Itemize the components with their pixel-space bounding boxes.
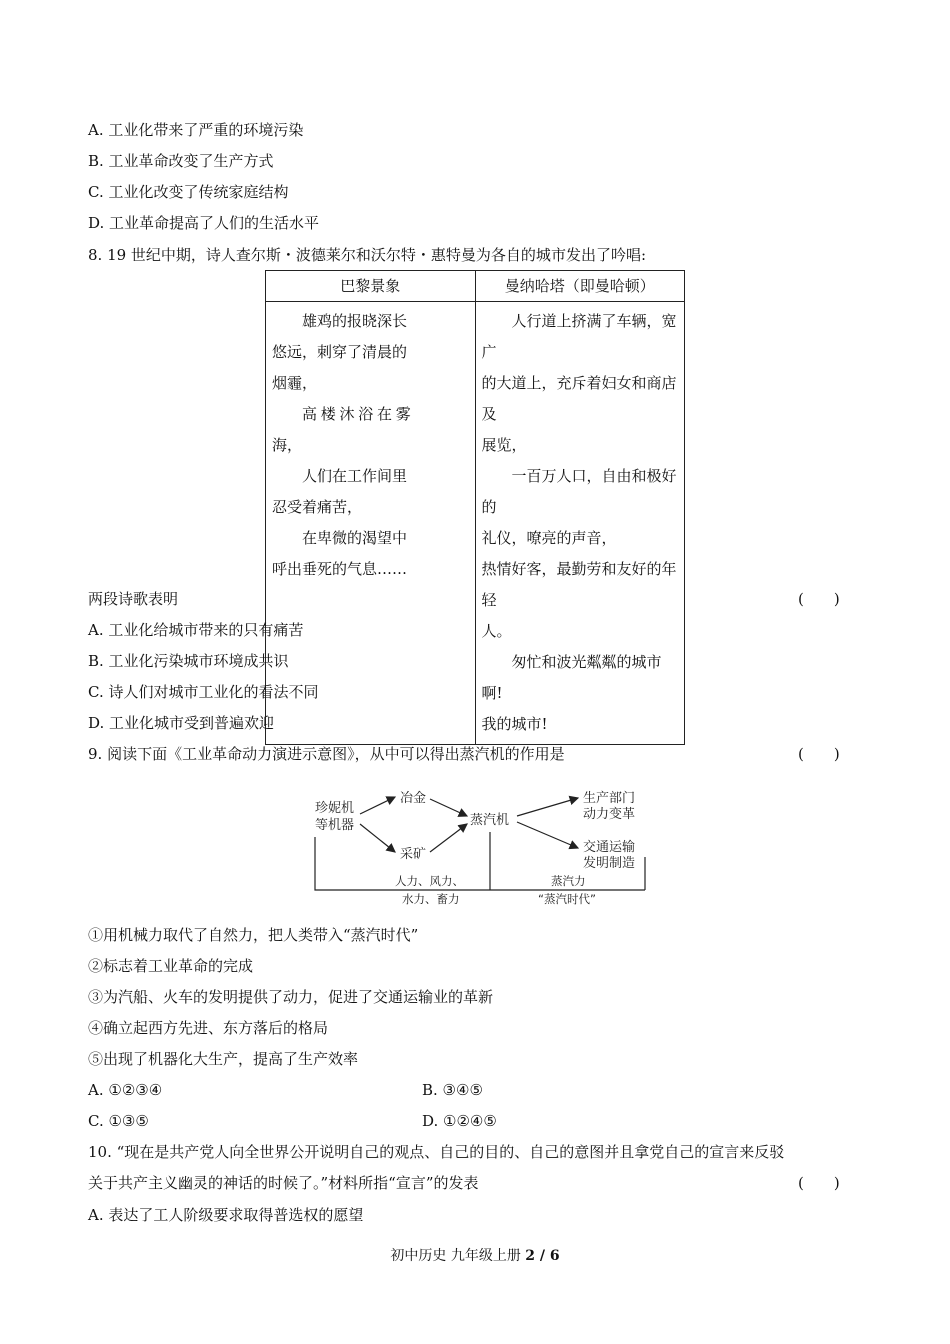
power-label-steam-2: “蒸汽时代” xyxy=(538,892,596,906)
poem-header-paris: 巴黎景象 xyxy=(266,271,476,302)
q9-stem: 9. 阅读下面《工业革命动力演进示意图》，从中可以得出蒸汽机的作用是 xyxy=(88,745,565,763)
poem-line: 热情好客，最勤劳和友好的年轻 xyxy=(481,560,677,609)
poem-line: 悠远，刺穿了清晨的 xyxy=(272,343,408,361)
poem-manhattan xyxy=(475,302,685,745)
page-number: 2 / 6 xyxy=(525,1248,560,1264)
q8-option-d: D. 工业化城市受到普遍欢迎 xyxy=(88,714,275,732)
q9-statement-3: ③为汽船、火车的发明提供了动力，促进了交通运输业的革新 xyxy=(88,988,494,1006)
q10-answer-paren: ( ) xyxy=(798,1174,840,1192)
q8-stem: 8. 19 世纪中期，诗人查尔斯・波德莱尔和沃尔特・惠特曼为各自的城市发出了吟唱: xyxy=(88,246,646,264)
q9-option-a: A. ①②③④ xyxy=(88,1081,163,1099)
q8-option-b: B. 工业化污染城市环境成共识 xyxy=(88,652,289,670)
node-jenny-2: 等机器 xyxy=(315,818,355,833)
node-transport-1: 交通运输 xyxy=(583,840,636,855)
poem-table xyxy=(265,270,685,745)
poem-line: 人们在工作间里 xyxy=(302,467,408,485)
node-steam-engine: 蒸汽机 xyxy=(470,813,510,828)
poem-line: 我的城市! xyxy=(481,715,548,733)
arrow xyxy=(517,822,578,848)
q8-answer-paren: ( ) xyxy=(798,590,840,608)
q9-option-b: B. ③④⑤ xyxy=(422,1081,483,1099)
q7-option-d: D. 工业革命提高了人们的生活水平 xyxy=(88,214,320,232)
node-mining: 采矿 xyxy=(400,847,427,862)
node-production-1: 生产部门 xyxy=(583,791,636,806)
poem-line: 雄鸡的报晓深长 xyxy=(302,312,408,330)
q10-option-a: A. 表达了工人阶级要求取得普选权的愿望 xyxy=(88,1206,364,1224)
q10-stem-line-2: 关于共产主义幽灵的神话的时候了。”材料所指“宣言”的发表 xyxy=(88,1174,479,1192)
q9-statement-2: ②标志着工业革命的完成 xyxy=(88,957,254,975)
node-production-2: 动力变革 xyxy=(583,807,636,822)
q7-option-b: B. 工业革命改变了生产方式 xyxy=(88,152,274,170)
poem-line: 烟霾， xyxy=(272,374,318,392)
poem-line: 海， xyxy=(272,436,303,454)
power-label-steam-1: 蒸汽力 xyxy=(551,874,586,888)
arrow xyxy=(517,798,578,816)
poem-line: 的大道上，充斥着妇女和商店及 xyxy=(481,374,677,423)
q9-answer-paren: ( ) xyxy=(798,745,840,763)
node-metallurgy: 冶金 xyxy=(400,791,427,806)
q7-option-c: C. 工业化改变了传统家庭结构 xyxy=(88,183,289,201)
arrow xyxy=(360,824,395,852)
arrow xyxy=(430,799,467,816)
q9-option-c: C. ①③⑤ xyxy=(88,1112,149,1130)
q9-option-d: D. ①②④⑤ xyxy=(422,1112,497,1130)
poem-line: 在卑微的渴望中 xyxy=(302,529,408,547)
q9-statement-5: ⑤出现了机器化大生产，提高了生产效率 xyxy=(88,1050,359,1068)
poem-line: 高楼沐浴在雾 xyxy=(302,405,415,423)
footer-text: 初中历史 九年级上册 xyxy=(390,1248,526,1264)
poem-line: 呼出垂死的气息…… xyxy=(272,560,408,578)
poem-line: 忍受着痛苦， xyxy=(272,498,363,516)
arrow xyxy=(360,797,395,814)
q8-option-a: A. 工业化给城市带来的只有痛苦 xyxy=(88,621,304,639)
poem-line: 人行道上挤满了车辆，宽广 xyxy=(481,312,677,361)
power-evolution-diagram xyxy=(285,772,665,912)
q9-statement-1: ①用机械力取代了自然力，把人类带入“蒸汽时代” xyxy=(88,926,419,944)
page-footer xyxy=(0,1245,950,1265)
poem-line: 一百万人口，自由和极好的 xyxy=(481,467,677,516)
poem-line: 人。 xyxy=(481,622,512,640)
poem-line: 匆忙和波光粼粼的城市啊! xyxy=(481,653,662,702)
poem-line: 展览， xyxy=(481,436,527,454)
arrow xyxy=(430,824,467,852)
poem-paris xyxy=(266,302,476,745)
q9-statement-4: ④确立起西方先进、东方落后的格局 xyxy=(88,1019,329,1037)
power-label-natural-2: 水力、畜力 xyxy=(402,892,460,906)
q7-option-a: A. 工业化带来了严重的环境污染 xyxy=(88,121,304,139)
q10-stem-line-1: 10. “现在是共产党人向全世界公开说明自己的观点、自己的目的、自己的意图并且拿党自己的宣言来反驳 xyxy=(88,1143,785,1161)
node-jenny-1: 珍妮机 xyxy=(315,801,355,816)
poem-line: 礼仪，嘹亮的声音， xyxy=(481,529,617,547)
power-label-natural-1: 人力、风力、 xyxy=(395,874,464,888)
q8-option-c: C. 诗人们对城市工业化的看法不同 xyxy=(88,683,319,701)
q8-question: 两段诗歌表明 xyxy=(88,590,179,608)
node-transport-2: 发明制造 xyxy=(583,856,636,871)
poem-header-manhattan: 曼纳哈塔（即曼哈顿） xyxy=(475,271,685,302)
